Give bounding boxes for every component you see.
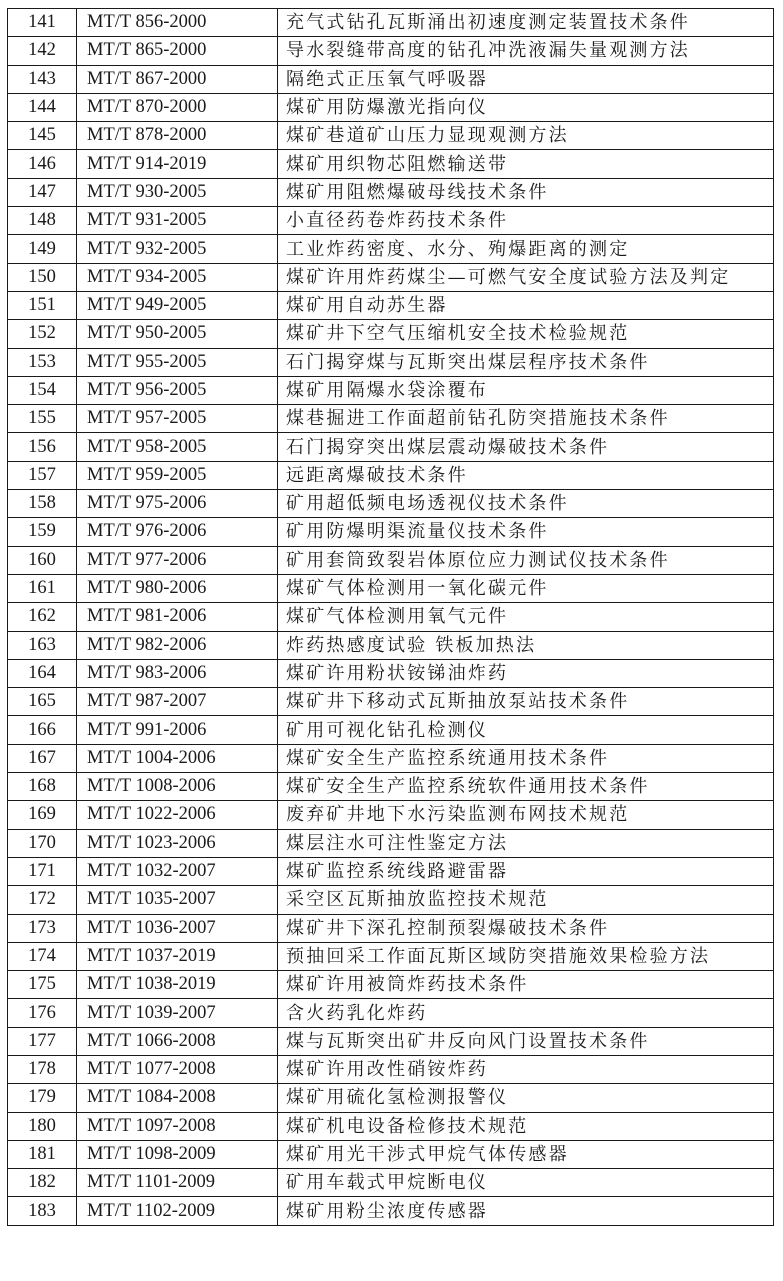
standard-name-cell: 煤矿用粉尘浓度传感器 xyxy=(278,1197,774,1225)
standard-name-cell: 煤矿安全生产监控系统软件通用技术条件 xyxy=(278,773,774,801)
row-number-cell: 171 xyxy=(8,857,77,885)
row-number-cell: 161 xyxy=(8,574,77,602)
standard-name-cell: 矿用车载式甲烷断电仪 xyxy=(278,1169,774,1197)
standard-name-cell: 废弃矿井地下水污染监测布网技术规范 xyxy=(278,801,774,829)
row-number-cell: 172 xyxy=(8,886,77,914)
table-row xyxy=(8,574,774,602)
standard-code-cell: MT/T 959-2005 xyxy=(77,461,278,489)
standard-code-cell: MT/T 934-2005 xyxy=(77,263,278,291)
table-row xyxy=(8,773,774,801)
row-number-cell: 170 xyxy=(8,829,77,857)
row-number-cell: 183 xyxy=(8,1197,77,1225)
table-row xyxy=(8,688,774,716)
row-number-cell: 177 xyxy=(8,1027,77,1055)
row-number-cell: 154 xyxy=(8,376,77,404)
row-number-cell: 174 xyxy=(8,942,77,970)
standard-code-cell: MT/T 1032-2007 xyxy=(77,857,278,885)
standard-name-cell: 采空区瓦斯抽放监控技术规范 xyxy=(278,886,774,914)
standard-code-cell: MT/T 1023-2006 xyxy=(77,829,278,857)
table-row xyxy=(8,235,774,263)
standard-name-cell: 煤矿安全生产监控系统通用技术条件 xyxy=(278,744,774,772)
table-row xyxy=(8,93,774,121)
standard-name-cell: 煤矿用光干涉式甲烷气体传感器 xyxy=(278,1140,774,1168)
standard-code-cell: MT/T 958-2005 xyxy=(77,433,278,461)
standard-code-cell: MT/T 1004-2006 xyxy=(77,744,278,772)
standard-code-cell: MT/T 1037-2019 xyxy=(77,942,278,970)
standard-code-cell: MT/T 1098-2009 xyxy=(77,1140,278,1168)
table-row xyxy=(8,376,774,404)
row-number-cell: 159 xyxy=(8,518,77,546)
row-number-cell: 173 xyxy=(8,914,77,942)
standard-name-cell: 煤矿巷道矿山压力显现观测方法 xyxy=(278,122,774,150)
standard-code-cell: MT/T 955-2005 xyxy=(77,348,278,376)
row-number-cell: 166 xyxy=(8,716,77,744)
standard-name-cell: 煤矿用织物芯阻燃输送带 xyxy=(278,150,774,178)
row-number-cell: 182 xyxy=(8,1169,77,1197)
standard-code-cell: MT/T 981-2006 xyxy=(77,603,278,631)
table-row xyxy=(8,461,774,489)
row-number-cell: 168 xyxy=(8,773,77,801)
table-row xyxy=(8,490,774,518)
row-number-cell: 147 xyxy=(8,178,77,206)
row-number-cell: 176 xyxy=(8,999,77,1027)
row-number-cell: 145 xyxy=(8,122,77,150)
table-row xyxy=(8,65,774,93)
standard-code-cell: MT/T 976-2006 xyxy=(77,518,278,546)
table-row xyxy=(8,744,774,772)
row-number-cell: 175 xyxy=(8,971,77,999)
standard-code-cell: MT/T 1038-2019 xyxy=(77,971,278,999)
standard-name-cell: 煤层注水可注性鉴定方法 xyxy=(278,829,774,857)
row-number-cell: 148 xyxy=(8,207,77,235)
standard-code-cell: MT/T 1077-2008 xyxy=(77,1055,278,1083)
table-row xyxy=(8,631,774,659)
standard-code-cell: MT/T 982-2006 xyxy=(77,631,278,659)
standard-code-cell: MT/T 1097-2008 xyxy=(77,1112,278,1140)
table-row xyxy=(8,659,774,687)
standard-name-cell: 煤矿用隔爆水袋涂覆布 xyxy=(278,376,774,404)
row-number-cell: 156 xyxy=(8,433,77,461)
table-row xyxy=(8,122,774,150)
row-number-cell: 151 xyxy=(8,291,77,319)
standard-code-cell: MT/T 975-2006 xyxy=(77,490,278,518)
standard-name-cell: 煤矿井下移动式瓦斯抽放泵站技术条件 xyxy=(278,688,774,716)
standard-name-cell: 石门揭穿突出煤层震动爆破技术条件 xyxy=(278,433,774,461)
table-row xyxy=(8,518,774,546)
table-row xyxy=(8,546,774,574)
table-row xyxy=(8,405,774,433)
standard-name-cell: 煤矿许用改性硝铵炸药 xyxy=(278,1055,774,1083)
row-number-cell: 142 xyxy=(8,37,77,65)
standard-code-cell: MT/T 878-2000 xyxy=(77,122,278,150)
row-number-cell: 160 xyxy=(8,546,77,574)
row-number-cell: 150 xyxy=(8,263,77,291)
row-number-cell: 141 xyxy=(8,9,77,37)
table-row xyxy=(8,263,774,291)
row-number-cell: 155 xyxy=(8,405,77,433)
table-row xyxy=(8,37,774,65)
standard-name-cell: 隔绝式正压氧气呼吸器 xyxy=(278,65,774,93)
row-number-cell: 181 xyxy=(8,1140,77,1168)
standard-name-cell: 煤矿用阻燃爆破母线技术条件 xyxy=(278,178,774,206)
standard-name-cell: 矿用可视化钻孔检测仪 xyxy=(278,716,774,744)
table-row xyxy=(8,433,774,461)
standard-code-cell: MT/T 870-2000 xyxy=(77,93,278,121)
standard-name-cell: 煤矿许用炸药煤尘—可燃气安全度试验方法及判定 xyxy=(278,263,774,291)
row-number-cell: 179 xyxy=(8,1084,77,1112)
standard-name-cell: 含火药乳化炸药 xyxy=(278,999,774,1027)
standard-name-cell: 煤矿许用粉状铵锑油炸药 xyxy=(278,659,774,687)
standard-name-cell: 煤矿机电设备检修技术规范 xyxy=(278,1112,774,1140)
row-number-cell: 180 xyxy=(8,1112,77,1140)
standard-name-cell: 预抽回采工作面瓦斯区域防突措施效果检验方法 xyxy=(278,942,774,970)
row-number-cell: 144 xyxy=(8,93,77,121)
table-row xyxy=(8,348,774,376)
standard-name-cell: 导水裂缝带高度的钻孔冲洗液漏失量观测方法 xyxy=(278,37,774,65)
table-row xyxy=(8,942,774,970)
standard-code-cell: MT/T 856-2000 xyxy=(77,9,278,37)
table-row xyxy=(8,320,774,348)
row-number-cell: 164 xyxy=(8,659,77,687)
standard-code-cell: MT/T 957-2005 xyxy=(77,405,278,433)
standard-name-cell: 煤巷掘进工作面超前钻孔防突措施技术条件 xyxy=(278,405,774,433)
standard-code-cell: MT/T 983-2006 xyxy=(77,659,278,687)
standard-code-cell: MT/T 1039-2007 xyxy=(77,999,278,1027)
standard-code-cell: MT/T 931-2005 xyxy=(77,207,278,235)
standard-code-cell: MT/T 1066-2008 xyxy=(77,1027,278,1055)
row-number-cell: 152 xyxy=(8,320,77,348)
standard-code-cell: MT/T 1084-2008 xyxy=(77,1084,278,1112)
table-row xyxy=(8,1112,774,1140)
row-number-cell: 149 xyxy=(8,235,77,263)
standard-code-cell: MT/T 1102-2009 xyxy=(77,1197,278,1225)
standard-name-cell: 煤与瓦斯突出矿井反向风门设置技术条件 xyxy=(278,1027,774,1055)
standard-code-cell: MT/T 867-2000 xyxy=(77,65,278,93)
table-row xyxy=(8,886,774,914)
table-row xyxy=(8,291,774,319)
standard-name-cell: 煤矿井下空气压缩机安全技术检验规范 xyxy=(278,320,774,348)
standard-name-cell: 工业炸药密度、水分、殉爆距离的测定 xyxy=(278,235,774,263)
row-number-cell: 163 xyxy=(8,631,77,659)
row-number-cell: 169 xyxy=(8,801,77,829)
row-number-cell: 165 xyxy=(8,688,77,716)
table-row xyxy=(8,971,774,999)
standard-code-cell: MT/T 977-2006 xyxy=(77,546,278,574)
standard-name-cell: 煤矿用硫化氢检测报警仪 xyxy=(278,1084,774,1112)
standards-table-body xyxy=(8,9,774,1226)
standard-name-cell: 煤矿井下深孔控制预裂爆破技术条件 xyxy=(278,914,774,942)
row-number-cell: 167 xyxy=(8,744,77,772)
standard-name-cell: 小直径药卷炸药技术条件 xyxy=(278,207,774,235)
standard-code-cell: MT/T 865-2000 xyxy=(77,37,278,65)
table-row xyxy=(8,914,774,942)
standard-code-cell: MT/T 1022-2006 xyxy=(77,801,278,829)
standard-code-cell: MT/T 991-2006 xyxy=(77,716,278,744)
standards-table-container xyxy=(7,8,774,1226)
table-row xyxy=(8,1027,774,1055)
table-row xyxy=(8,857,774,885)
table-row xyxy=(8,801,774,829)
standard-name-cell: 煤矿用防爆激光指向仪 xyxy=(278,93,774,121)
standard-name-cell: 煤矿监控系统线路避雷器 xyxy=(278,857,774,885)
standard-name-cell: 矿用防爆明渠流量仪技术条件 xyxy=(278,518,774,546)
standard-name-cell: 石门揭穿煤与瓦斯突出煤层程序技术条件 xyxy=(278,348,774,376)
table-row xyxy=(8,9,774,37)
standard-code-cell: MT/T 932-2005 xyxy=(77,235,278,263)
standard-code-cell: MT/T 1101-2009 xyxy=(77,1169,278,1197)
standard-name-cell: 充气式钻孔瓦斯涌出初速度测定装置技术条件 xyxy=(278,9,774,37)
row-number-cell: 153 xyxy=(8,348,77,376)
table-row xyxy=(8,716,774,744)
row-number-cell: 158 xyxy=(8,490,77,518)
table-row xyxy=(8,1197,774,1225)
standard-name-cell: 煤矿气体检测用一氧化碳元件 xyxy=(278,574,774,602)
standard-name-cell: 煤矿许用被筒炸药技术条件 xyxy=(278,971,774,999)
standard-name-cell: 矿用套筒致裂岩体原位应力测试仪技术条件 xyxy=(278,546,774,574)
row-number-cell: 143 xyxy=(8,65,77,93)
row-number-cell: 162 xyxy=(8,603,77,631)
row-number-cell: 157 xyxy=(8,461,77,489)
table-row xyxy=(8,150,774,178)
row-number-cell: 178 xyxy=(8,1055,77,1083)
row-number-cell: 146 xyxy=(8,150,77,178)
standard-name-cell: 矿用超低频电场透视仪技术条件 xyxy=(278,490,774,518)
standard-code-cell: MT/T 950-2005 xyxy=(77,320,278,348)
table-row xyxy=(8,829,774,857)
standards-table xyxy=(7,8,774,1226)
table-row xyxy=(8,1140,774,1168)
standard-code-cell: MT/T 949-2005 xyxy=(77,291,278,319)
standard-code-cell: MT/T 956-2005 xyxy=(77,376,278,404)
standard-name-cell: 远距离爆破技术条件 xyxy=(278,461,774,489)
standard-code-cell: MT/T 987-2007 xyxy=(77,688,278,716)
standard-code-cell: MT/T 930-2005 xyxy=(77,178,278,206)
standard-code-cell: MT/T 1035-2007 xyxy=(77,886,278,914)
standard-code-cell: MT/T 914-2019 xyxy=(77,150,278,178)
table-row xyxy=(8,999,774,1027)
standard-name-cell: 煤矿用自动苏生器 xyxy=(278,291,774,319)
standard-code-cell: MT/T 1008-2006 xyxy=(77,773,278,801)
table-row xyxy=(8,603,774,631)
table-row xyxy=(8,207,774,235)
table-row xyxy=(8,1084,774,1112)
standard-name-cell: 煤矿气体检测用氧气元件 xyxy=(278,603,774,631)
table-row xyxy=(8,1055,774,1083)
table-row xyxy=(8,1169,774,1197)
standard-code-cell: MT/T 980-2006 xyxy=(77,574,278,602)
table-row xyxy=(8,178,774,206)
standard-name-cell: 炸药热感度试验 铁板加热法 xyxy=(278,631,774,659)
standard-code-cell: MT/T 1036-2007 xyxy=(77,914,278,942)
